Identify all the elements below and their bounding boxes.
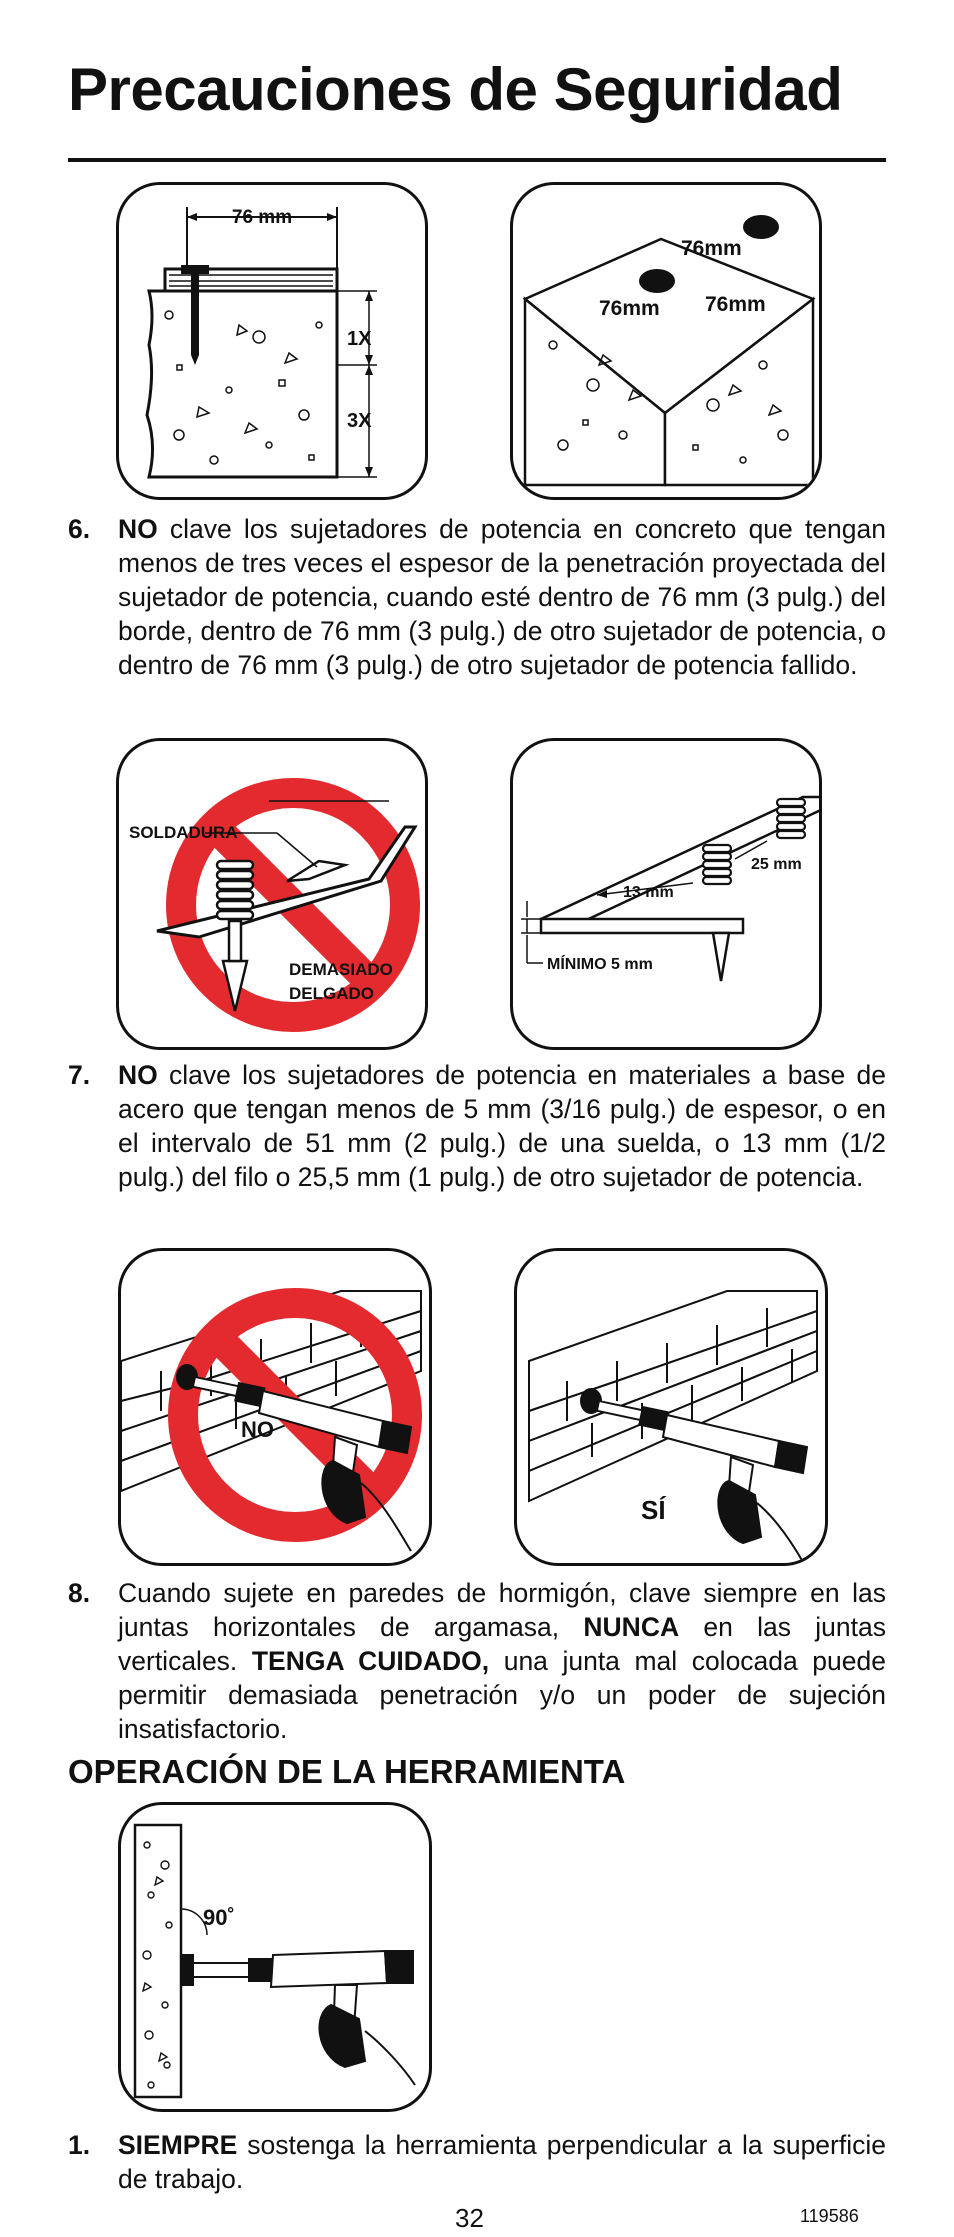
item-emphasis: NUNCA xyxy=(583,1612,680,1642)
fastener-shank xyxy=(191,274,199,365)
fastener-washer-stack xyxy=(217,861,253,919)
item-text xyxy=(118,1058,886,1194)
item-body-text: sostenga la herramienta perpendicular a la superficie de trabajo. xyxy=(118,2130,886,2194)
figure-edge-distance xyxy=(116,182,428,500)
fastener-head xyxy=(181,265,209,274)
thin-label-line-2: DELGADO xyxy=(289,984,374,1003)
item-8 xyxy=(68,1576,886,1746)
fastener-stack-b xyxy=(777,799,805,838)
item-emphasis: NO xyxy=(118,1060,158,1090)
item-text xyxy=(118,1576,886,1746)
figure-weld-prohibited xyxy=(116,738,428,1050)
figure-steel-minimum xyxy=(510,738,822,1050)
depth-1x-label: 1X xyxy=(347,328,372,350)
item-number: 6. xyxy=(68,514,91,544)
figure-masonry-correct xyxy=(514,1248,828,1566)
steel-minimum-illustration xyxy=(513,741,822,1050)
thin-label-line-1: DEMASIADO xyxy=(289,960,393,979)
page-number: 32 xyxy=(455,2203,484,2233)
fastener-mark-2 xyxy=(743,215,779,239)
yes-label: SÍ xyxy=(641,1495,666,1525)
steel-plate-edge xyxy=(541,919,743,933)
item-emphasis: SIEMPRE xyxy=(118,2130,238,2160)
spacing-label: 25 mm xyxy=(751,856,802,873)
item-number: 8. xyxy=(68,1578,91,1608)
minimum-thickness-label: MÍNIMO 5 mm xyxy=(547,956,653,973)
item-emphasis: TENGA CUIDADO, xyxy=(251,1646,490,1676)
page-title: Precauciones de Seguridad xyxy=(68,56,843,123)
figure-masonry-prohibited xyxy=(118,1248,432,1566)
masonry-yes-illustration xyxy=(517,1251,828,1566)
spacing-label-b: 76mm xyxy=(599,297,660,320)
brick-wall xyxy=(529,1291,817,1501)
document-code: 119586 xyxy=(800,2206,859,2226)
item-body-text: clave los sujetadores de potencia en materiales a base de acero que tengan menos de 5 mm (3/16 pulg.) de espesor, o en el intervalo de 51 mm (2 pulg.) de una suelda, o 13 mm (1/2 pulg.) del filo o 25,5 mm (1 pulg.) de otro sujetador de potencia. xyxy=(118,1060,886,1192)
fastener-stack-a xyxy=(703,845,731,884)
no-label: NO xyxy=(241,1417,274,1442)
item-6 xyxy=(68,512,886,682)
item-body-text: una junta mal colocada puede permitir demasiada penetración y/o un poder de sujeción insatisfactorio. xyxy=(118,1646,887,1744)
title-rule xyxy=(68,158,886,162)
dimension-arrow-left xyxy=(187,213,197,221)
powder-actuated-tool xyxy=(181,1951,415,2085)
spacing-label-c: 76mm xyxy=(705,293,766,316)
figure-fastener-spacing xyxy=(510,182,822,500)
spacing-label-a: 76mm xyxy=(681,237,742,260)
perpendicular-illustration xyxy=(121,1805,432,2112)
depth-3x-label: 3X xyxy=(347,410,372,432)
width-label: 76 mm xyxy=(231,207,293,228)
item-body-text: clave los sujetadores de potencia en concreto que tengan menos de tres veces el espesor de la penetración proyectada del sujetador de potencia, cuando esté dentro de 76 mm (3 pulg.) del borde, dentro de 76 mm (3 pulg.) de otro sujetador de potencia, o dentro de 76 mm (3 pulg.) de otro sujetador de potencia fallido. xyxy=(118,514,886,680)
angle-label: 90˚ xyxy=(203,1905,235,1930)
weld-bead xyxy=(287,861,345,881)
spacing-illustration xyxy=(513,185,822,500)
edge-distance-label: 13 mm xyxy=(623,884,674,901)
item-body-text: Cuando sujete en paredes de hormigón, clave siempre en las juntas horizontales de argamasa, xyxy=(118,1578,886,1642)
figure-perpendicular xyxy=(118,1802,432,2112)
section-heading: OPERACIÓN DE LA HERRAMIENTA xyxy=(68,1753,626,1790)
item-body-text: en las juntas verticales. xyxy=(118,1612,886,1676)
item-text xyxy=(118,512,886,682)
operation-item-1 xyxy=(68,2128,886,2196)
dimension-arrow-right xyxy=(327,213,337,221)
fastener-mark-1 xyxy=(639,269,675,293)
item-emphasis: NO xyxy=(118,514,158,544)
concrete-block xyxy=(147,291,337,477)
weld-label: SOLDADURA xyxy=(129,823,238,842)
item-number: 7. xyxy=(68,1060,91,1090)
weld-illustration xyxy=(119,741,428,1050)
fastener-point xyxy=(713,933,729,981)
concrete-wall xyxy=(135,1825,181,2097)
item-7 xyxy=(68,1058,886,1194)
masonry-no-illustration xyxy=(121,1251,432,1566)
edge-distance-illustration xyxy=(119,185,428,500)
item-text xyxy=(118,2128,886,2196)
item-number: 1. xyxy=(68,2130,91,2160)
